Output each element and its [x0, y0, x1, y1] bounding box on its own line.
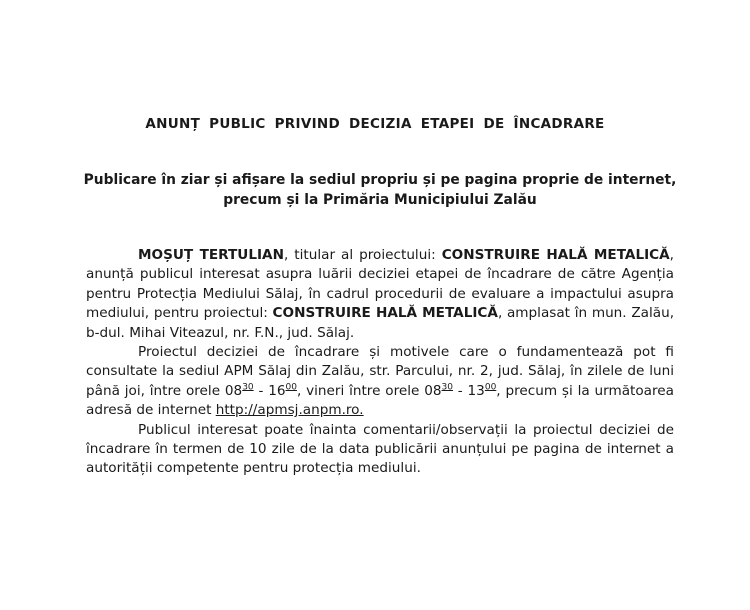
project-name: CONSTRUIRE HALĂ METALICĂ — [272, 305, 498, 322]
paragraph-text: , anunță publicul interesat asupra luării deciziei etapei de încadrare de către Agenția pentru Protecția Mediului Sălaj, în cadrul procedurii de evaluare a impactului asupra mediului, pentru proiectul: — [86, 247, 674, 322]
time-superscript: 00 — [285, 382, 297, 393]
paragraph-text: Publicul interesat poate înainta comentarii/observații la proiectul deciziei de încadrare în termen de 10 zile de la data publicării anunțului pe pagina de internet a autorității competente pentru protecția mediului. — [86, 421, 674, 477]
paragraph-text: , titular al proiectului: — [283, 247, 442, 263]
paragraph-consultation — [86, 343, 674, 421]
time-superscript: 30 — [242, 382, 254, 393]
paragraph-comments — [86, 421, 674, 479]
paragraph-text: Proiectul deciziei de încadrare și motivele care o fundamentează pot fi consultate la sediul APM Sălaj din Zalău, str. Parcului, nr. 2, jud. Sălaj, în zilele de luni până joi, între orele 08 — [86, 344, 674, 399]
paragraph-text: , vineri între orele 08 — [296, 382, 442, 399]
apm-website-link[interactable]: http://apmsj.anpm.ro. — [215, 402, 364, 419]
paragraph-text: , precum și la următoarea adresă de internet — [86, 382, 674, 419]
announcement-subtitle — [60, 170, 700, 210]
project-name: CONSTRUIRE HALĂ METALICĂ — [441, 247, 670, 263]
announcement-title: ANUNȚ PUBLIC PRIVIND DECIZIA ETAPEI DE ÎNCADRARE — [145, 116, 605, 132]
paragraph-text: , amplasat în mun. Zalău, b-dul. Mihai Viteazul, nr. F.N., jud. Sălaj. — [86, 305, 675, 341]
time-superscript: 30 — [441, 382, 453, 393]
project-holder-name: MOȘUȚ TERTULIAN — [138, 247, 284, 263]
paragraph-text: - 16 — [253, 382, 286, 399]
subtitle-line-2: precum și la Primăria Municipiului Zalău — [223, 192, 537, 208]
announcement-body — [86, 246, 674, 479]
paragraph-text: - 13 — [452, 382, 485, 399]
time-superscript: 00 — [484, 382, 497, 393]
subtitle-line-1: Publicare în ziar și afișare la sediul propriu și pe pagina proprie de internet, — [83, 172, 677, 188]
paragraph-holder — [86, 246, 674, 343]
